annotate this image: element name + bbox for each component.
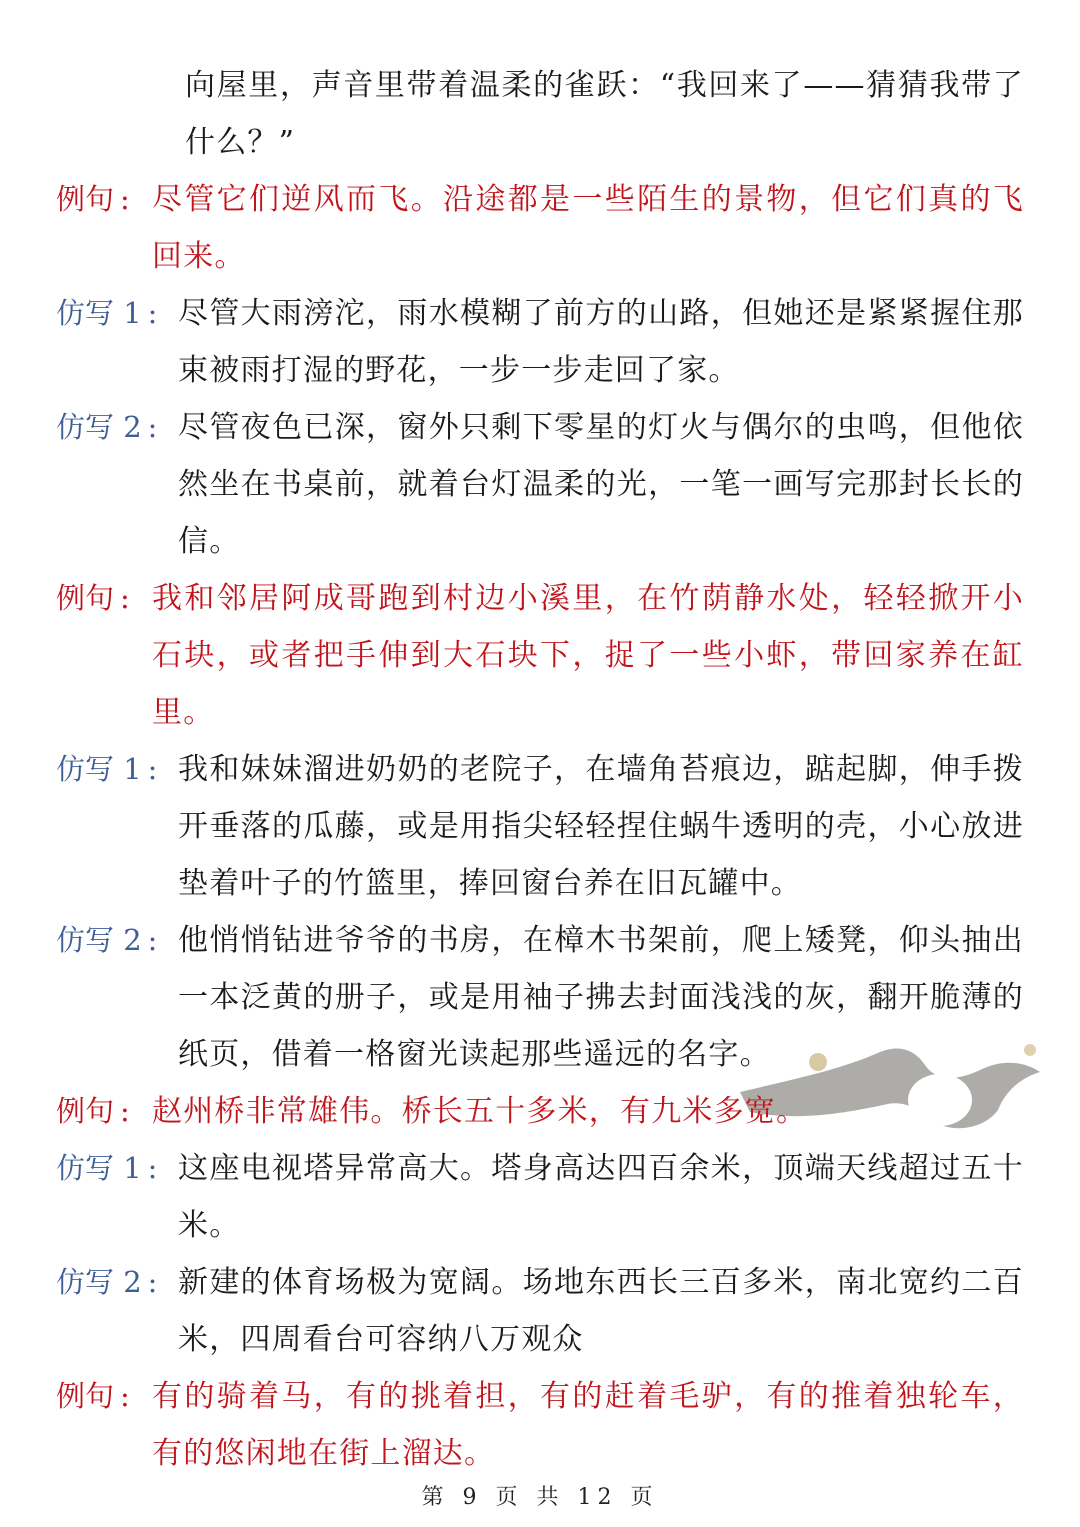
imitation-text: 他悄悄钻进爷爷的书房，在樟木书架前，爬上矮凳，仰头抽出一本泛黄的册子，或是用袖子拂去封面浅浅的灰，翻开脆薄的纸页，借着一格窗光读起那些遥远的名字。 (178, 923, 1024, 1072)
entry-label: 仿写 1 : (56, 752, 158, 786)
imitation-text: 尽管大雨滂沱，雨水模糊了前方的山路，但她还是紧紧握住那束被雨打湿的野花，一步一步走回了家。 (178, 296, 1024, 388)
example-sentence-text: 有的骑着马，有的挑着担，有的赶着毛驴，有的推着独轮车，有的悠闲地在街上溜达。 (152, 1379, 1024, 1471)
example-sentence-text: 赵州桥非常雄伟。桥长五十多米，有九米多宽。 (152, 1094, 808, 1129)
entry-label: 仿写 1 : (56, 296, 158, 330)
page-number-footer: 第 9 页 共 12 页 (421, 1485, 659, 1510)
entry-label: 仿写 2 : (56, 923, 158, 957)
example-sentence-text: 我和邻居阿成哥跑到村边小溪里，在竹荫静水处，轻轻掀开小石块，或者把手伸到大石块下，捉了一些小虾，带回家养在缸里。 (152, 581, 1024, 730)
entry-label: 例句 : (56, 182, 130, 216)
continuation-paragraph (0, 57, 1080, 171)
continuation-text: 向屋里，声音里带着温柔的雀跃：“我回来了——猜猜我带了什么？” (185, 68, 1024, 160)
imitation-text: 这座电视塔异常高大。塔身高达四百余米，顶端天线超过五十米。 (178, 1151, 1024, 1243)
entry-label: 例句 : (56, 581, 130, 615)
entry-label: 仿写 2 : (56, 1265, 158, 1299)
imitation-text: 新建的体育场极为宽阔。场地东西长三百多米，南北宽约二百米，四周看台可容纳八万观众 (178, 1265, 1024, 1357)
entry-label: 仿写 2 : (56, 410, 158, 444)
entry-label: 仿写 1 : (56, 1151, 158, 1185)
imitation-text: 我和妹妹溜进奶奶的老院子，在墙角苔痕边，踮起脚，伸手拨开垂落的瓜藤，或是用指尖轻轻捏住蜗牛透明的壳，小心放进垫着叶子的竹篮里，捧回窗台养在旧瓦罐中。 (178, 752, 1024, 901)
example-sentence-text: 尽管它们逆风而飞。沿途都是一些陌生的景物，但它们真的飞回来。 (152, 182, 1024, 274)
imitation-text: 尽管夜色已深，窗外只剩下零星的灯火与偶尔的虫鸣，但他依然坐在书桌前，就着台灯温柔的光，一笔一画写完那封长长的信。 (178, 410, 1024, 559)
entry-label: 例句 : (56, 1379, 130, 1413)
entry-label: 例句 : (56, 1094, 130, 1128)
